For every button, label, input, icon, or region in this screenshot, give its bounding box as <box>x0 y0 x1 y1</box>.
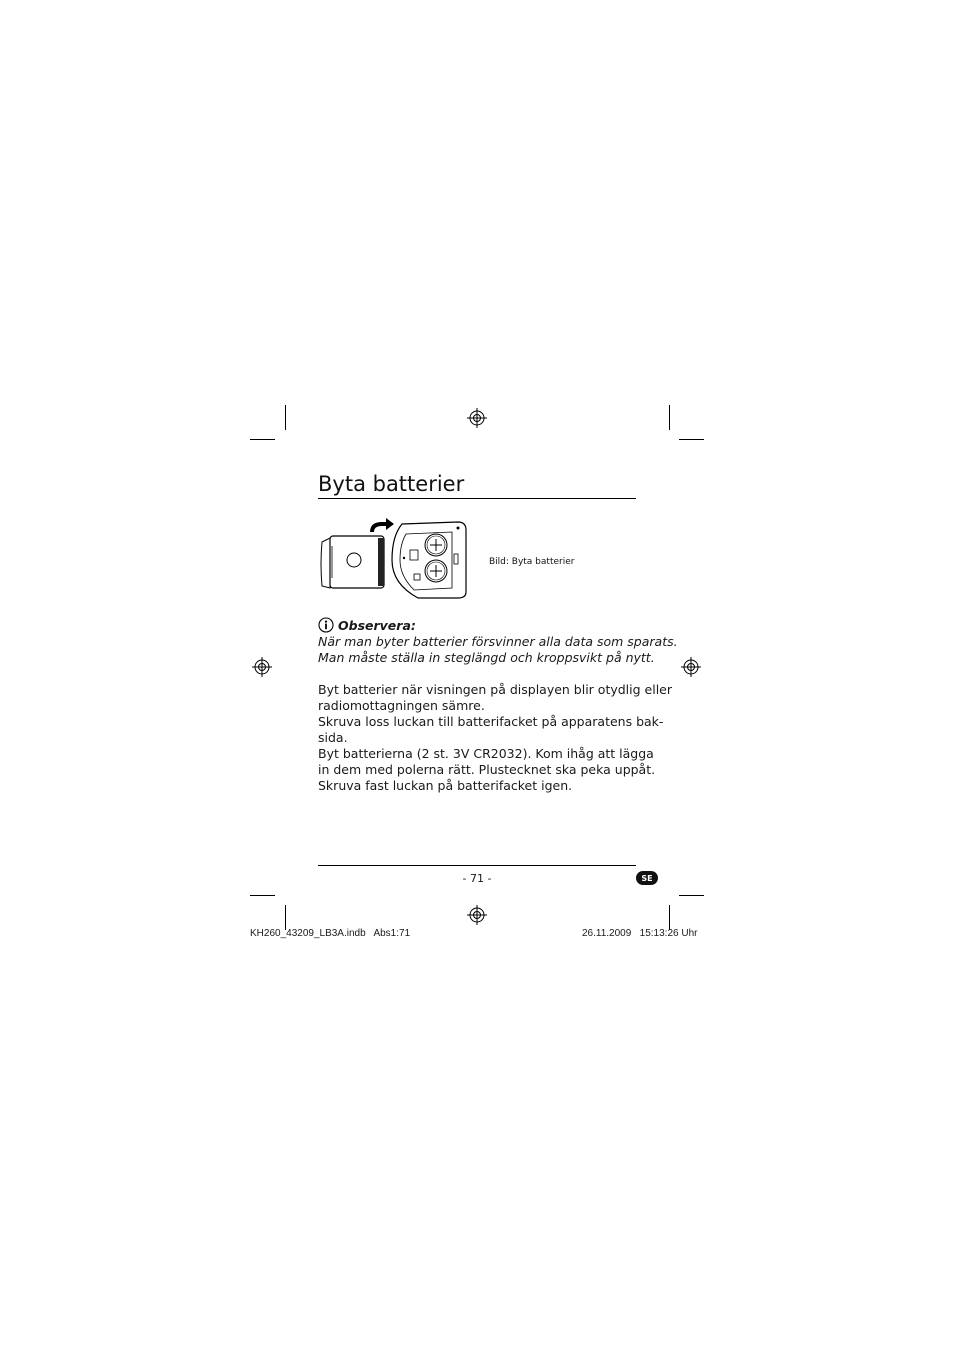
body-text-line: Byt batterierna (2 st. 3V CR2032). Kom ihåg att lägga <box>318 746 654 761</box>
title-divider <box>318 498 636 499</box>
note-heading <box>318 616 416 634</box>
registration-mark-icon <box>252 657 272 677</box>
body-text-line: Skruva loss luckan till batterifacket på apparatens bak- <box>318 714 664 729</box>
registration-mark-icon <box>467 408 487 428</box>
body-text-line: Byt batterier när visningen på displayen blir otydlig eller <box>318 682 672 697</box>
body-text-line: radiomottagningen sämre. <box>318 698 485 713</box>
page-title: Byta batterier <box>318 472 465 496</box>
note-text-line: När man byter batterier försvinner alla data som sparats. <box>318 634 678 649</box>
print-slug-datetime: 26.11.2009 15:13:26 Uhr <box>582 928 698 939</box>
footer-divider <box>318 865 636 866</box>
body-text-line: in dem med polerna rätt. Plustecknet ska peka uppåt. <box>318 762 656 777</box>
page-number: - 71 - <box>462 872 492 885</box>
note-label: Observera: <box>338 617 416 633</box>
crop-mark-top-left-vertical <box>285 405 286 430</box>
language-badge: SE <box>636 871 658 885</box>
crop-mark-top-right-vertical <box>669 405 670 430</box>
registration-mark-icon <box>681 657 701 677</box>
crop-mark-top-right-horizontal <box>679 439 704 440</box>
body-text-line: sida. <box>318 730 348 745</box>
print-slug-file: KH260_43209_LB3A.indb Abs1:71 <box>250 928 411 939</box>
figure-caption: Bild: Byta batterier <box>489 557 575 567</box>
crop-mark-bottom-right-vertical <box>669 905 670 930</box>
body-text-line: Skruva fast luckan på batterifacket igen. <box>318 778 573 793</box>
crop-mark-top-left-horizontal <box>250 439 275 440</box>
battery-replacement-illustration <box>318 514 470 600</box>
info-icon <box>318 617 334 633</box>
crop-mark-bottom-left-vertical <box>285 905 286 930</box>
crop-mark-bottom-right-horizontal <box>679 895 704 896</box>
note-text-line: Man måste ställa in steglängd och kroppsvikt på nytt. <box>318 650 655 665</box>
registration-mark-icon <box>467 905 487 925</box>
crop-mark-bottom-left-horizontal <box>250 895 275 896</box>
